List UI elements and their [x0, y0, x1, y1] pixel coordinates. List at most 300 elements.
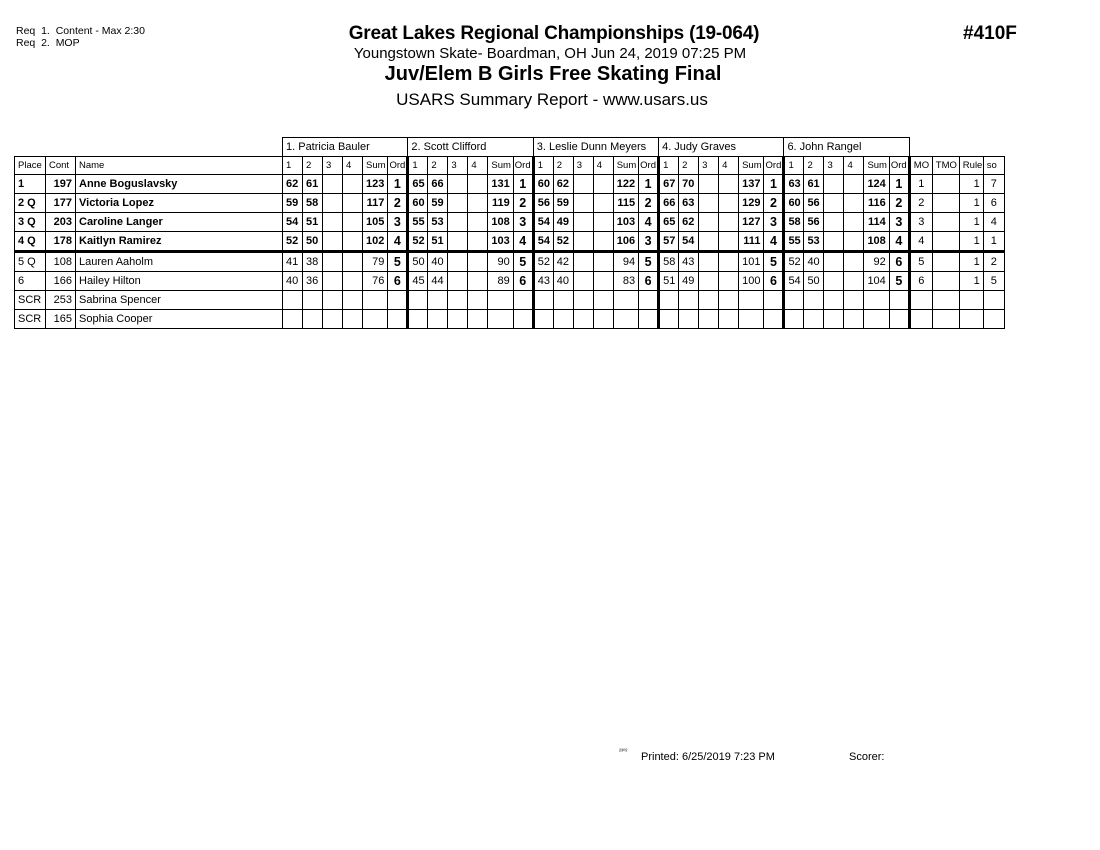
score-cell: 54 — [784, 272, 804, 291]
sum-cell — [739, 310, 764, 329]
score-cell: 61 — [804, 175, 824, 194]
col-rule: Rule — [959, 157, 983, 175]
judge-4-col-4: Sum — [739, 157, 764, 175]
judge-5-col-3: 4 — [844, 157, 864, 175]
rule-cell: 1 — [959, 194, 983, 213]
judge-3-col-3: 4 — [593, 157, 613, 175]
judge-3-col-2: 3 — [573, 157, 593, 175]
score-cell: 58 — [784, 213, 804, 232]
score-cell: 63 — [679, 194, 699, 213]
score-cell — [659, 291, 679, 310]
ordinal-cell: 6 — [639, 272, 659, 291]
score-cell: 40 — [428, 252, 448, 272]
judge-1-col-4: Sum — [363, 157, 388, 175]
cont-cell: 177 — [46, 194, 76, 213]
score-cell — [343, 213, 363, 232]
ordinal-cell: 4 — [889, 232, 909, 252]
rule-cell: 1 — [959, 272, 983, 291]
sum-cell: 123 — [363, 175, 388, 194]
score-cell: 38 — [303, 252, 323, 272]
score-cell — [323, 252, 343, 272]
skater-name-cell: Kaitlyn Ramirez — [76, 232, 283, 252]
sum-cell: 101 — [739, 252, 764, 272]
score-cell: 43 — [533, 272, 553, 291]
judge-2-col-3: 4 — [468, 157, 488, 175]
judge-2-col-0: 1 — [408, 157, 428, 175]
place-cell: SCR — [15, 291, 46, 310]
score-cell: 56 — [804, 194, 824, 213]
judge-4-col-3: 4 — [719, 157, 739, 175]
score-cell: 52 — [553, 232, 573, 252]
table-row — [15, 291, 1005, 310]
score-cell — [323, 213, 343, 232]
score-cell: 61 — [303, 175, 323, 194]
ordinal-cell: 3 — [764, 213, 784, 232]
score-cell — [719, 310, 739, 329]
score-cell — [824, 213, 844, 232]
score-cell: 60 — [533, 175, 553, 194]
place-cell: 3 Q — [15, 213, 46, 232]
rule-cell: 1 — [959, 232, 983, 252]
ordinal-cell: 5 — [889, 272, 909, 291]
footer-code: ²³⁰² — [619, 749, 628, 755]
printed-timestamp: Printed: 6/25/2019 7:23 PM — [641, 751, 775, 763]
score-cell: 50 — [408, 252, 428, 272]
event-number: #410F — [963, 23, 1017, 44]
ordinal-cell: 2 — [513, 194, 533, 213]
event-name: Juv/Elem B Girls Free Skating Final — [384, 63, 722, 85]
score-cell: 54 — [679, 232, 699, 252]
ordinal-cell: 2 — [639, 194, 659, 213]
score-cell: 62 — [553, 175, 573, 194]
score-cell — [824, 232, 844, 252]
score-cell — [719, 175, 739, 194]
score-cell: 45 — [408, 272, 428, 291]
judge-4-col-5: Ord — [764, 157, 784, 175]
score-cell — [719, 291, 739, 310]
judge-1-col-2: 3 — [323, 157, 343, 175]
score-cell — [573, 310, 593, 329]
score-cell — [699, 194, 719, 213]
score-cell — [824, 194, 844, 213]
judge-2-col-5: Ord — [513, 157, 533, 175]
ordinal-cell: 2 — [889, 194, 909, 213]
place-cell: 6 — [15, 272, 46, 291]
score-cell: 50 — [303, 232, 323, 252]
sum-cell: 92 — [864, 252, 889, 272]
score-cell — [844, 310, 864, 329]
judge-name-4: 4. Judy Graves — [659, 138, 784, 157]
skater-name-cell: Sophia Cooper — [76, 310, 283, 329]
judge-1-col-3: 4 — [343, 157, 363, 175]
ordinal-cell: 3 — [639, 232, 659, 252]
score-cell — [593, 213, 613, 232]
tmo-cell — [932, 310, 959, 329]
ordinal-cell: 1 — [513, 175, 533, 194]
score-cell: 57 — [659, 232, 679, 252]
judge-4-col-1: 2 — [679, 157, 699, 175]
so-cell: 7 — [983, 175, 1004, 194]
score-cell — [468, 252, 488, 272]
ordinal-cell — [388, 310, 408, 329]
score-cell: 59 — [283, 194, 303, 213]
score-cell: 54 — [283, 213, 303, 232]
rule-cell: 1 — [959, 252, 983, 272]
score-cell — [824, 175, 844, 194]
score-cell — [784, 291, 804, 310]
table-row — [15, 194, 1005, 213]
score-cell — [468, 213, 488, 232]
score-cell — [593, 232, 613, 252]
skater-name-cell: Lauren Aaholm — [76, 252, 283, 272]
ordinal-cell: 5 — [513, 252, 533, 272]
score-cell — [593, 272, 613, 291]
judge-5-col-2: 3 — [824, 157, 844, 175]
score-cell: 66 — [428, 175, 448, 194]
score-cell — [824, 252, 844, 272]
ordinal-cell: 4 — [388, 232, 408, 252]
score-cell: 52 — [533, 252, 553, 272]
score-cell — [343, 272, 363, 291]
judge-5-col-4: Sum — [864, 157, 889, 175]
score-cell — [448, 272, 468, 291]
tmo-cell — [932, 175, 959, 194]
score-cell — [719, 213, 739, 232]
score-cell — [303, 291, 323, 310]
ordinal-cell — [639, 310, 659, 329]
sum-cell: 108 — [488, 213, 513, 232]
sum-cell — [488, 291, 513, 310]
score-cell — [573, 194, 593, 213]
requirement-2: Req 2. MOP — [16, 37, 80, 49]
header-spacer — [15, 138, 283, 157]
score-cell: 41 — [283, 252, 303, 272]
score-cell — [719, 252, 739, 272]
ordinal-cell — [889, 310, 909, 329]
judge-1-col-5: Ord — [388, 157, 408, 175]
score-cell — [323, 291, 343, 310]
mo-cell — [909, 291, 932, 310]
judge-2-col-1: 2 — [428, 157, 448, 175]
sum-cell: 111 — [739, 232, 764, 252]
mo-cell — [909, 310, 932, 329]
score-cell: 60 — [784, 194, 804, 213]
score-cell — [323, 194, 343, 213]
judge-5-col-0: 1 — [784, 157, 804, 175]
score-cell: 56 — [804, 213, 824, 232]
score-cell — [844, 194, 864, 213]
ordinal-cell: 6 — [764, 272, 784, 291]
score-cell — [448, 252, 468, 272]
ordinal-cell: 1 — [388, 175, 408, 194]
sum-cell: 102 — [363, 232, 388, 252]
score-cell — [448, 232, 468, 252]
score-cell — [784, 310, 804, 329]
cont-cell: 197 — [46, 175, 76, 194]
ordinal-cell — [639, 291, 659, 310]
score-cell: 42 — [553, 252, 573, 272]
score-cell — [468, 194, 488, 213]
score-cell: 40 — [804, 252, 824, 272]
score-cell: 65 — [408, 175, 428, 194]
score-cell — [573, 272, 593, 291]
sum-cell: 108 — [864, 232, 889, 252]
score-cell — [448, 291, 468, 310]
score-cell — [573, 213, 593, 232]
score-cell: 52 — [283, 232, 303, 252]
score-cell — [824, 291, 844, 310]
judge-1-col-1: 2 — [303, 157, 323, 175]
score-cell — [699, 291, 719, 310]
score-cell: 63 — [784, 175, 804, 194]
score-cell: 51 — [303, 213, 323, 232]
score-cell — [719, 272, 739, 291]
judge-4-col-2: 3 — [699, 157, 719, 175]
ordinal-cell — [889, 291, 909, 310]
table-row — [15, 310, 1005, 329]
ordinal-cell: 6 — [889, 252, 909, 272]
score-cell — [573, 252, 593, 272]
sum-cell: 89 — [488, 272, 513, 291]
sum-cell: 117 — [363, 194, 388, 213]
ordinal-cell: 4 — [639, 213, 659, 232]
score-cell — [448, 175, 468, 194]
tmo-cell — [932, 213, 959, 232]
col-place: Place — [15, 157, 46, 175]
cont-cell: 108 — [46, 252, 76, 272]
mo-cell: 3 — [909, 213, 932, 232]
score-cell — [428, 291, 448, 310]
score-cell — [844, 291, 864, 310]
ordinal-cell: 1 — [639, 175, 659, 194]
judge-2-col-4: Sum — [488, 157, 513, 175]
sum-cell: 124 — [864, 175, 889, 194]
score-cell: 52 — [784, 252, 804, 272]
score-cell — [719, 194, 739, 213]
score-cell — [533, 291, 553, 310]
score-cell — [573, 232, 593, 252]
mo-cell: 1 — [909, 175, 932, 194]
score-cell: 54 — [533, 232, 553, 252]
judge-name-5: 6. John Rangel — [784, 138, 909, 157]
col-tmo: TMO — [932, 157, 959, 175]
score-cell: 40 — [553, 272, 573, 291]
sum-cell: 100 — [739, 272, 764, 291]
score-cell — [844, 252, 864, 272]
score-cell: 53 — [804, 232, 824, 252]
table-row — [15, 175, 1005, 194]
score-cell — [804, 291, 824, 310]
score-cell — [283, 310, 303, 329]
score-cell — [283, 291, 303, 310]
so-cell: 4 — [983, 213, 1004, 232]
score-cell — [343, 291, 363, 310]
skater-name-cell: Victoria Lopez — [76, 194, 283, 213]
ordinal-cell: 4 — [513, 232, 533, 252]
table-row — [15, 272, 1005, 291]
score-cell: 53 — [428, 213, 448, 232]
sum-cell: 90 — [488, 252, 513, 272]
score-cell — [343, 310, 363, 329]
score-cell — [448, 194, 468, 213]
score-cell: 56 — [533, 194, 553, 213]
score-cell — [699, 175, 719, 194]
score-cell: 60 — [408, 194, 428, 213]
score-cell — [699, 272, 719, 291]
mo-cell: 6 — [909, 272, 932, 291]
judge-3-col-4: Sum — [613, 157, 638, 175]
col-cont: Cont — [46, 157, 76, 175]
place-cell: 4 Q — [15, 232, 46, 252]
score-cell: 67 — [659, 175, 679, 194]
score-cell — [553, 291, 573, 310]
score-cell — [343, 175, 363, 194]
sum-cell: 79 — [363, 252, 388, 272]
results-table — [14, 137, 1005, 329]
col-mo: MO — [909, 157, 932, 175]
score-cell — [468, 310, 488, 329]
sum-cell — [864, 291, 889, 310]
header-spacer-right — [909, 138, 1004, 157]
score-cell — [343, 194, 363, 213]
skater-name-cell: Sabrina Spencer — [76, 291, 283, 310]
ordinal-cell: 3 — [388, 213, 408, 232]
ordinal-cell: 6 — [513, 272, 533, 291]
judge-4-col-0: 1 — [659, 157, 679, 175]
score-cell: 52 — [408, 232, 428, 252]
cont-cell: 178 — [46, 232, 76, 252]
score-cell: 58 — [303, 194, 323, 213]
score-cell: 49 — [679, 272, 699, 291]
ordinal-cell — [513, 291, 533, 310]
place-cell: SCR — [15, 310, 46, 329]
score-cell — [323, 175, 343, 194]
sum-cell — [488, 310, 513, 329]
so-cell: 5 — [983, 272, 1004, 291]
sum-cell: 137 — [739, 175, 764, 194]
skater-name-cell: Anne Boguslavsky — [76, 175, 283, 194]
judge-5-col-1: 2 — [804, 157, 824, 175]
score-cell: 55 — [408, 213, 428, 232]
ordinal-cell: 5 — [639, 252, 659, 272]
col-so: so — [983, 157, 1004, 175]
rule-cell: 1 — [959, 213, 983, 232]
score-cell — [408, 310, 428, 329]
sum-cell: 105 — [363, 213, 388, 232]
score-cell — [593, 310, 613, 329]
score-cell: 66 — [659, 194, 679, 213]
score-cell — [593, 252, 613, 272]
score-cell — [468, 232, 488, 252]
ordinal-cell: 3 — [513, 213, 533, 232]
ordinal-cell: 1 — [764, 175, 784, 194]
score-cell: 43 — [679, 252, 699, 272]
judge-3-col-1: 2 — [553, 157, 573, 175]
so-cell: 1 — [983, 232, 1004, 252]
judge-name-1: 1. Patricia Bauler — [283, 138, 408, 157]
tmo-cell — [932, 272, 959, 291]
judge-1-col-0: 1 — [283, 157, 303, 175]
col-name: Name — [76, 157, 283, 175]
score-cell: 70 — [679, 175, 699, 194]
table-row — [15, 232, 1005, 252]
score-cell — [593, 194, 613, 213]
score-cell: 58 — [659, 252, 679, 272]
score-cell — [448, 213, 468, 232]
score-cell — [699, 213, 719, 232]
so-cell: 6 — [983, 194, 1004, 213]
tmo-cell — [932, 232, 959, 252]
score-cell: 62 — [283, 175, 303, 194]
sum-cell: 127 — [739, 213, 764, 232]
skater-name-cell: Hailey Hilton — [76, 272, 283, 291]
score-cell — [408, 291, 428, 310]
ordinal-cell: 2 — [388, 194, 408, 213]
score-cell — [844, 232, 864, 252]
place-cell: 1 — [15, 175, 46, 194]
judge-3-col-5: Ord — [639, 157, 659, 175]
score-cell: 55 — [784, 232, 804, 252]
score-cell — [323, 232, 343, 252]
sum-cell — [613, 310, 638, 329]
ordinal-cell: 5 — [388, 252, 408, 272]
score-cell — [844, 213, 864, 232]
sum-cell: 122 — [613, 175, 638, 194]
score-cell — [468, 272, 488, 291]
score-cell — [323, 272, 343, 291]
sum-cell: 116 — [864, 194, 889, 213]
mo-cell: 2 — [909, 194, 932, 213]
score-cell: 59 — [428, 194, 448, 213]
tmo-cell — [932, 291, 959, 310]
ordinal-cell: 3 — [889, 213, 909, 232]
score-cell: 54 — [533, 213, 553, 232]
sum-cell — [613, 291, 638, 310]
judge-3-col-0: 1 — [533, 157, 553, 175]
sum-cell — [363, 291, 388, 310]
cont-cell: 253 — [46, 291, 76, 310]
requirement-1: Req 1. Content - Max 2:30 — [16, 25, 145, 37]
score-cell: 50 — [804, 272, 824, 291]
score-cell — [699, 232, 719, 252]
place-cell: 5 Q — [15, 252, 46, 272]
score-cell — [699, 310, 719, 329]
ordinal-cell: 4 — [764, 232, 784, 252]
score-cell: 51 — [659, 272, 679, 291]
sum-cell: 94 — [613, 252, 638, 272]
score-cell — [343, 232, 363, 252]
score-cell — [468, 175, 488, 194]
so-cell — [983, 291, 1004, 310]
score-cell — [844, 272, 864, 291]
sum-cell: 106 — [613, 232, 638, 252]
sum-cell: 114 — [864, 213, 889, 232]
sum-cell: 103 — [488, 232, 513, 252]
ordinal-cell: 5 — [764, 252, 784, 272]
rule-cell: 1 — [959, 175, 983, 194]
ordinal-cell: 6 — [388, 272, 408, 291]
sum-cell: 115 — [613, 194, 638, 213]
score-cell — [343, 252, 363, 272]
judge-5-col-5: Ord — [889, 157, 909, 175]
score-cell: 59 — [553, 194, 573, 213]
score-cell — [824, 310, 844, 329]
table-row — [15, 213, 1005, 232]
judge-name-3: 3. Leslie Dunn Meyers — [533, 138, 658, 157]
ordinal-cell — [764, 291, 784, 310]
sum-cell: 131 — [488, 175, 513, 194]
score-cell — [428, 310, 448, 329]
